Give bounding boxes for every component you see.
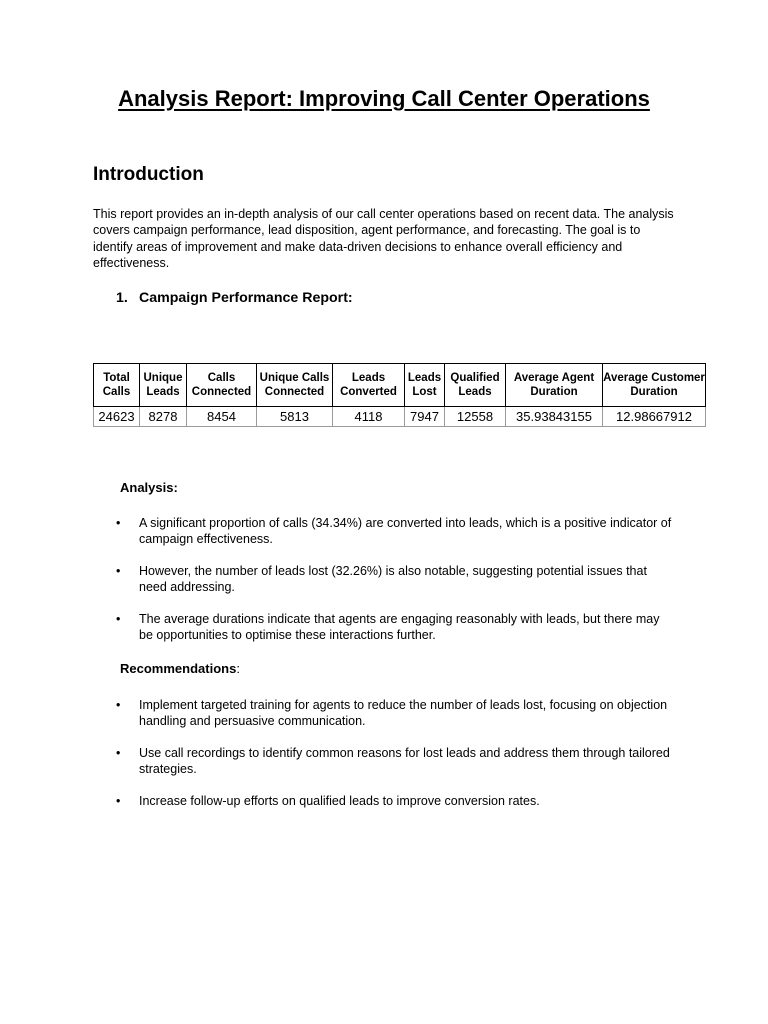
header-unique-calls-connected: Unique Calls Connected: [257, 364, 333, 407]
cell-qualified-leads: 12558: [445, 407, 506, 427]
section-number: 1.: [116, 290, 128, 306]
header-leads-lost: Leads Lost: [405, 364, 445, 407]
bullet-icon: •: [116, 698, 121, 712]
bullet-icon: •: [116, 746, 121, 760]
header-unique-leads: Unique Leads: [140, 364, 187, 407]
recommendations-list: [116, 697, 676, 809]
cell-average-customer-duration: 12.98667912: [603, 407, 706, 427]
cell-leads-converted: 4118: [333, 407, 405, 427]
cell-total-calls: 24623: [94, 407, 140, 427]
cell-calls-connected: 8454: [187, 407, 257, 427]
header-calls-connected: Calls Connected: [187, 364, 257, 407]
list-item: • Use call recordings to identify common reasons for lost leads and address them through tailored strategies.: [116, 746, 670, 776]
analysis-list: [116, 515, 676, 643]
bullet-icon: •: [116, 612, 121, 626]
campaign-performance-table: [93, 363, 706, 427]
cell-average-agent-duration: 35.93843155: [506, 407, 603, 427]
cell-unique-calls-connected: 5813: [257, 407, 333, 427]
header-total-calls: Total Calls: [94, 364, 140, 407]
table-header-row: [94, 364, 706, 407]
bullet-icon: •: [116, 564, 121, 578]
header-average-customer-duration: Average Customer Duration: [603, 364, 706, 407]
section-title: Campaign Performance Report:: [139, 290, 353, 306]
header-qualified-leads: Qualified Leads: [445, 364, 506, 407]
list-item: • A significant proportion of calls (34.34%) are converted into leads, which is a positive indicator of campaign effectiveness.: [116, 516, 672, 546]
table-row: [94, 407, 706, 427]
section-heading-campaign-performance: [116, 290, 353, 306]
cell-unique-leads: 8278: [140, 407, 187, 427]
analysis-heading: Analysis:: [120, 480, 178, 495]
recommendations-heading: Recommendations:: [120, 661, 240, 676]
bullet-icon: •: [116, 516, 121, 530]
introduction-heading: Introduction: [93, 164, 204, 185]
list-item: • Implement targeted training for agents to reduce the number of leads lost, focusing on objection handling and persuasive communication.: [116, 698, 668, 728]
list-item: • Increase follow-up efforts on qualified leads to improve conversion rates.: [116, 794, 540, 808]
list-item: • However, the number of leads lost (32.26%) is also notable, suggesting potential issues that need addressing.: [116, 564, 647, 594]
cell-leads-lost: 7947: [405, 407, 445, 427]
header-leads-converted: Leads Converted: [333, 364, 405, 407]
header-average-agent-duration: Average Agent Duration: [506, 364, 603, 407]
bullet-icon: •: [116, 794, 121, 808]
report-title: Analysis Report: Improving Call Center Operations: [118, 86, 650, 111]
introduction-paragraph: This report provides an in-depth analysis of our call center operations based on recent data. The analysis covers campaign performance, lead disposition, agent performance, and forecasting. The goal is to identify areas of improvement and make data-driven decisions to enhance overall efficiency and effectiveness.: [93, 207, 674, 270]
list-item: • The average durations indicate that agents are engaging reasonably with leads, but there may be opportunities to optimise these interactions further.: [116, 612, 660, 642]
